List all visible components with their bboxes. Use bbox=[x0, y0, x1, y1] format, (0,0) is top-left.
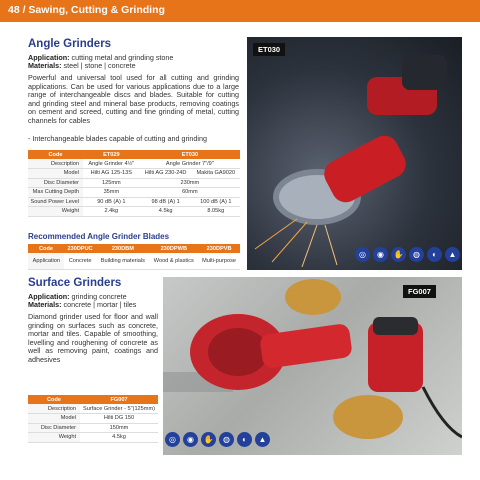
table-cell: Model bbox=[28, 169, 83, 179]
table-row bbox=[28, 433, 158, 443]
boots-icon: ▲ bbox=[255, 432, 270, 447]
surface-grinders-title: Surface Grinders bbox=[28, 277, 122, 289]
table-cell: Hilti DG 150 bbox=[80, 414, 158, 424]
angle-spec-table bbox=[28, 150, 240, 217]
table-header-cell: Code bbox=[28, 150, 83, 159]
table-cell: 2.4kg bbox=[83, 207, 140, 217]
angle-application: Application: cutting metal and grinding stone bbox=[28, 53, 174, 62]
table-row bbox=[28, 197, 240, 207]
table-header-cell: Code bbox=[28, 395, 80, 404]
table-row bbox=[28, 188, 240, 198]
table-row bbox=[28, 395, 158, 404]
table-header-cell: 230DPVB bbox=[198, 244, 240, 253]
table-row bbox=[28, 404, 158, 414]
table-header-cell: ET030 bbox=[140, 150, 240, 159]
table-cell: Model bbox=[28, 414, 80, 424]
ear-protection-icon: ◎ bbox=[165, 432, 180, 447]
page-header bbox=[0, 0, 480, 22]
table-cell: Sound Power Level bbox=[28, 197, 83, 207]
table-cell: Angle Grinder 4½" bbox=[83, 159, 140, 169]
table-row bbox=[28, 244, 240, 253]
dust-mask-icon: ◍ bbox=[219, 432, 234, 447]
table-header-cell: Code bbox=[28, 244, 64, 253]
angle-bullet: - Interchangeable blades capable of cutting and grinding bbox=[28, 134, 208, 143]
table-cell: Concrete bbox=[64, 253, 96, 269]
table-cell: Building materials bbox=[96, 253, 149, 269]
gloves-icon: ✋ bbox=[391, 247, 406, 262]
table-row bbox=[28, 169, 240, 179]
surface-grinder-illustration bbox=[163, 277, 462, 455]
ear-protection-icon: ◎ bbox=[355, 247, 370, 262]
table-cell: Hilti AG 125-13S bbox=[83, 169, 140, 179]
table-row bbox=[28, 178, 240, 188]
table-row bbox=[28, 207, 240, 217]
table-cell: 35mm bbox=[83, 188, 140, 198]
angle-description: Powerful and universal tool used for all cutting and grinding applications. Can be used for various applications due to a large range of interchangeable discs and blades. Suitable for cutting and grinding steel and mineral base products, removing coatings on cement and screed, cutting and fine grinding of metal, cutting channels for cables bbox=[28, 73, 239, 125]
table-cell: 90 dB (A) 1 bbox=[83, 197, 140, 207]
table-cell: Weight bbox=[28, 207, 83, 217]
angle-photo-tag: ET030 bbox=[253, 43, 285, 56]
surface-grinder-photo bbox=[163, 277, 462, 455]
table-row bbox=[28, 414, 158, 424]
table-cell: Disc Diameter bbox=[28, 423, 80, 433]
table-cell: Surface Grinder - 5"(125mm) bbox=[80, 404, 158, 414]
table-cell: Hilti AG 230-24D bbox=[140, 169, 192, 179]
surface-description: Diamond grinder used for floor and wall grinding on surfaces such as concrete, mortar and tiles. Capable of smoothing, levelling and roughening of concrete as well as removing paint, coatings and adhesives bbox=[28, 312, 158, 364]
table-row bbox=[28, 423, 158, 433]
table-cell: 8.05kg bbox=[192, 207, 240, 217]
surface-spec-table bbox=[28, 395, 158, 443]
table-row bbox=[28, 150, 240, 159]
dust-mask-icon: ◍ bbox=[409, 247, 424, 262]
surface-application: Application: grinding concrete bbox=[28, 292, 127, 301]
table-cell: 125mm bbox=[83, 178, 140, 188]
eye-protection-icon: ◉ bbox=[183, 432, 198, 447]
table-cell: Max Cutting Depth bbox=[28, 188, 83, 198]
table-header-cell: 230DPWB bbox=[149, 244, 198, 253]
table-cell: Description bbox=[28, 404, 80, 414]
table-cell: 100 dB (A) 1 bbox=[192, 197, 240, 207]
boots-icon: ▲ bbox=[445, 247, 460, 262]
blades-table bbox=[28, 244, 240, 270]
gloves-icon: ✋ bbox=[201, 432, 216, 447]
table-cell: Wood & plastics bbox=[149, 253, 198, 269]
blades-title: Recommended Angle Grinder Blades bbox=[28, 232, 170, 241]
eye-protection-icon: ◉ bbox=[373, 247, 388, 262]
face-shield-icon: ◐ bbox=[237, 432, 252, 447]
table-cell: Makita GA9020 bbox=[192, 169, 240, 179]
angle-grinder-illustration bbox=[247, 37, 462, 270]
angle-materials: Materials: steel | stone | concrete bbox=[28, 61, 136, 70]
table-header-cell: ET029 bbox=[83, 150, 140, 159]
table-cell: Angle Grinder 7"/9" bbox=[140, 159, 240, 169]
table-cell: 4.5kg bbox=[140, 207, 192, 217]
table-cell: 150mm bbox=[80, 423, 158, 433]
page-header-title: 48 / Sawing, Cutting & Grinding bbox=[8, 4, 165, 16]
table-cell: 230mm bbox=[140, 178, 240, 188]
table-header-cell: FG007 bbox=[80, 395, 158, 404]
angle-grinder-photo bbox=[247, 37, 462, 270]
table-cell: Application bbox=[28, 253, 64, 269]
table-cell: 60mm bbox=[140, 188, 240, 198]
face-shield-icon: ◐ bbox=[427, 247, 442, 262]
surface-materials: Materials: concrete | mortar | tiles bbox=[28, 300, 137, 309]
table-header-cell: 230DPUC bbox=[64, 244, 96, 253]
angle-grinders-title: Angle Grinders bbox=[28, 38, 112, 50]
table-cell: Multi-purpose bbox=[198, 253, 240, 269]
table-cell: Disc Diameter bbox=[28, 178, 83, 188]
table-cell: Description bbox=[28, 159, 83, 169]
table-header-cell: 230DBM bbox=[96, 244, 149, 253]
table-row bbox=[28, 159, 240, 169]
surface-photo-tag: FG007 bbox=[403, 285, 436, 298]
table-cell: 98 dB (A) 1 bbox=[140, 197, 192, 207]
table-cell: Weight bbox=[28, 433, 80, 443]
table-row bbox=[28, 253, 240, 269]
table-cell: 4.5kg bbox=[80, 433, 158, 443]
